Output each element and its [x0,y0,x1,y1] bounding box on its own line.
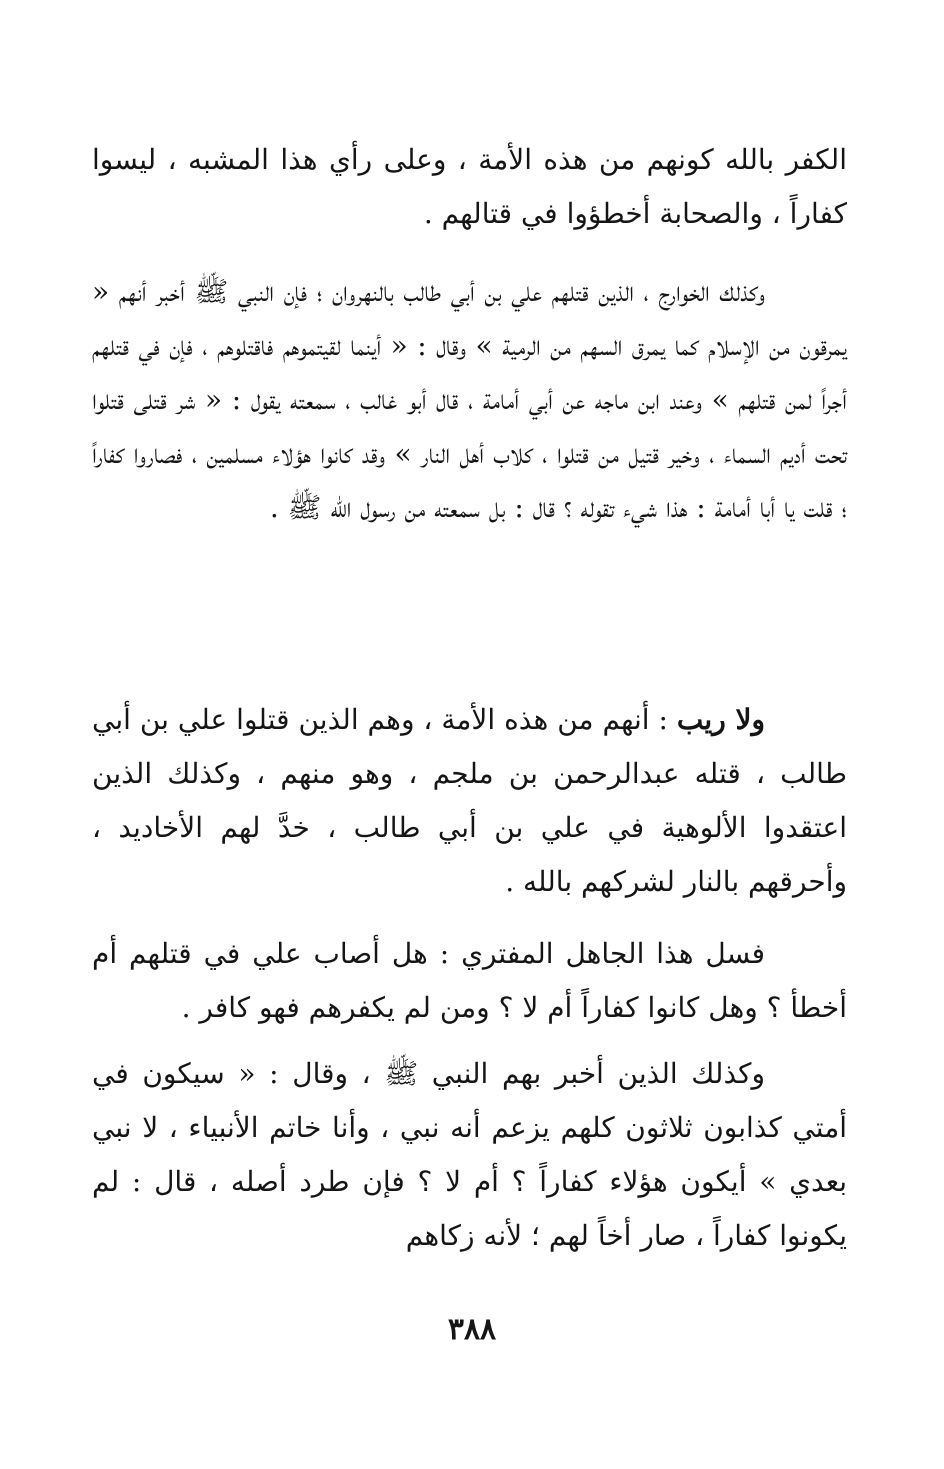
paragraph-1 [92,133,847,241]
paragraph-2-text: وكذلك الخوارج ، الذين قتلهم علي بن أبي طالب بالنهروان ؛ فإن النبي ﷺ أخبر أنهم « يمرقون من الإسلام كما يمرق السهم من الرمية » وقال : « أينما لقيتموهم فاقتلوهم ، فإن في قتلهم أجراً لمن قتلهم » وعند ابن ماجه عن أبي أمامة ، قال أبو غالب ، سمعته يقول : « شر قتلى قتلوا تحت أديم السماء ، وخير قتيل من قتلوا ، كلاب أهل النار » وقد كانوا هؤلاء مسلمين ، فصاروا كفاراً ؛ قلت يا أبا أمامة : هذا شيء تقوله ؟ قال : بل سمعته من رسول الله ﷺ . [92,275,847,524]
paragraph-5 [92,1047,847,1263]
paragraph-4-text: فسل هذا الجاهل المفتري : هل أصاب علي في قتلهم أم أخطأ ؟ وهل كانوا كفاراً أم لا ؟ ومن لم يكفرهم فهو كافر . [92,937,847,1024]
paragraph-5-text: وكذلك الذين أخبر بهم النبي ﷺ ، وقال : « سيكون في أمتي كذابون ثلاثون كلهم يزعم أنه نبي ، وأنا خاتم الأنبياء ، لا نبي بعدي » أيكون هؤلاء كفاراً ؟ أم لا ؟ فإن طرد أصله ، قال : لم يكونوا كفاراً ، صار أخاً لهم ؛ لأنه زكاهم [92,1057,847,1252]
paragraph-3 [92,693,847,909]
paragraph-3-body: : أنهم من هذه الأمة ، وهم الذين قتلوا علي بن أبي طالب ، قتله عبدالرحمن بن ملجم ، وهو منهم ، وكذلك الذين اعتقدوا الألوهية في علي بن أبي طالب ، خدَّ لهم الأخاديد ، وأحرقهم بالنار لشركهم بالله . [92,703,847,898]
paragraph-4 [92,927,847,1035]
paragraph-3-lead: ولا ريب [676,703,766,736]
paragraph-1-text: الكفر بالله كونهم من هذه الأمة ، وعلى رأي هذا المشبه ، ليسوا كفاراً ، والصحابة أخطؤوا في قتالهم . [92,143,847,230]
page-number: ٣٨٨ [447,1312,497,1347]
paragraph-2 [92,265,847,535]
paragraph-3-text [92,693,847,909]
